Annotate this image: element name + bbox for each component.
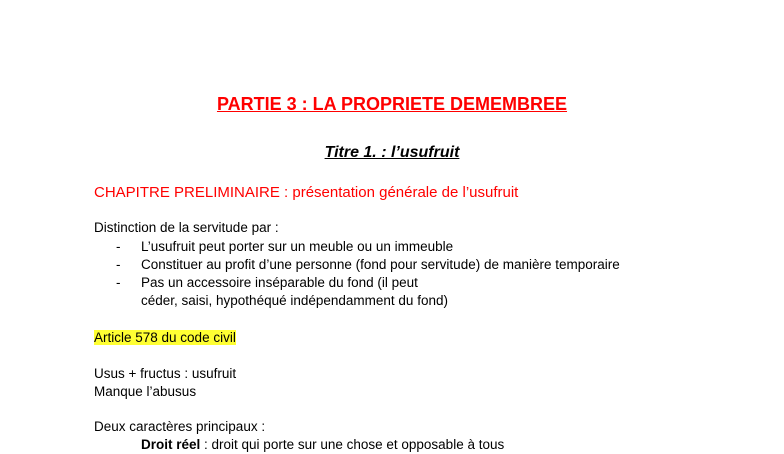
list-item	[94, 238, 741, 256]
list-item-text: Pas un accessoire inséparable du fond (il peut céder, saisi, hypothéqué indépendamment du fond)	[141, 275, 448, 308]
partial-list-item	[141, 436, 504, 454]
abusus-line: Manque l’abusus	[94, 384, 197, 399]
list-item	[94, 274, 451, 310]
article-reference	[94, 329, 236, 347]
list-item	[94, 256, 741, 274]
caracteres-line: Deux caractères principaux :	[94, 419, 266, 434]
list-item-text: L’usufruit peut porter sur un meuble ou un immeuble	[141, 239, 454, 254]
intro-text: Distinction de la servitude par :	[94, 220, 279, 235]
article-highlight: Article 578 du code civil	[94, 330, 236, 345]
dash-bullet-icon: -	[116, 275, 121, 290]
dash-bullet-icon: -	[116, 239, 121, 254]
main-title: PARTIE 3 : LA PROPRIETE DEMEMBREE	[216, 94, 568, 114]
dash-bullet-icon: -	[116, 257, 121, 272]
partial-bold-text: Droit réel	[141, 437, 201, 452]
sub-title: Titre 1. : l’usufruit	[324, 144, 460, 161]
partial-rest-text: : droit qui porte sur une chose et opposable à tous	[200, 437, 505, 452]
chapter-heading: CHAPITRE PRELIMINAIRE : présentation générale de l’usufruit	[94, 184, 519, 201]
list-item-text: Constituer au profit d’une personne (fond pour servitude) de manière temporaire	[141, 257, 620, 272]
usus-fructus-line: Usus + fructus : usufruit	[94, 366, 237, 381]
bullet-list	[94, 238, 741, 310]
